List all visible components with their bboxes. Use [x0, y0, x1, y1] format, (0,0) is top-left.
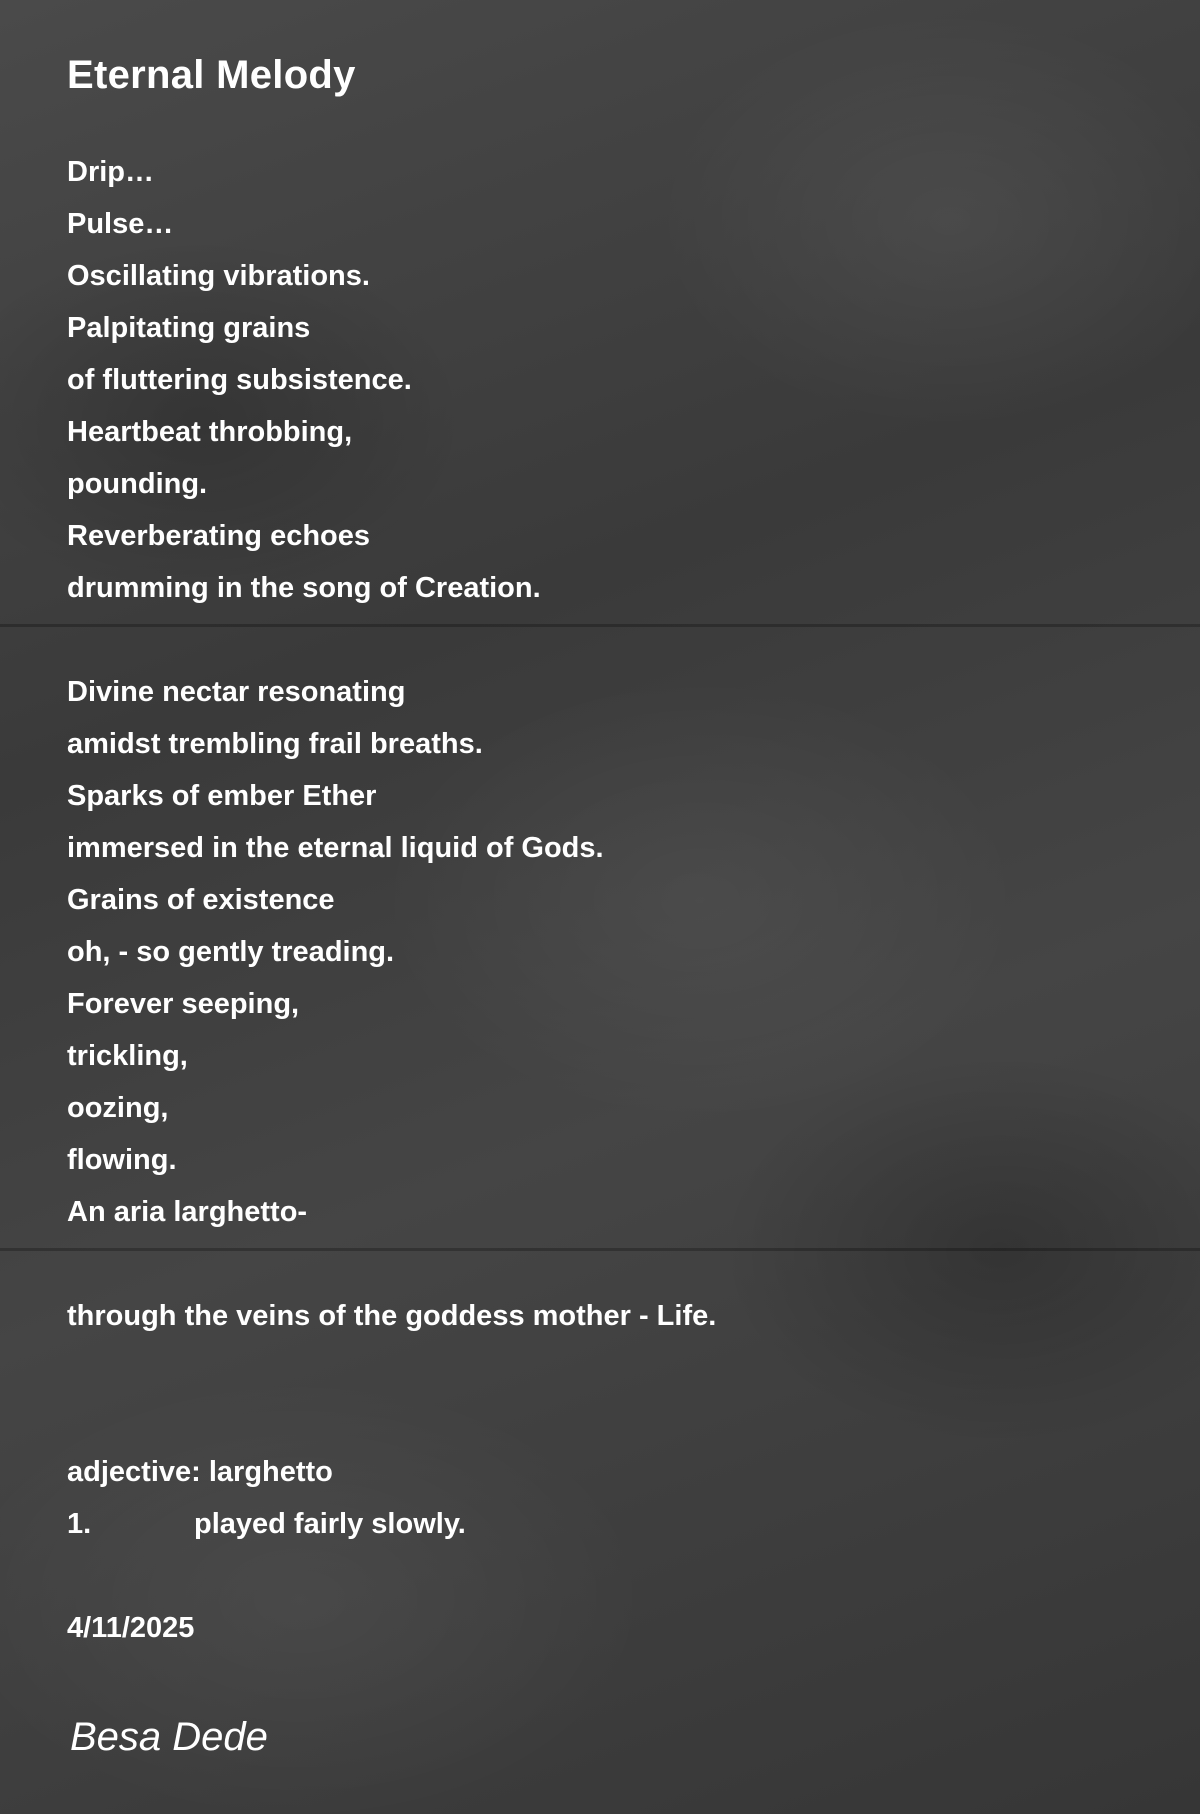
- definition-heading: adjective: larghetto: [67, 1456, 333, 1488]
- poem-content: [67, 50, 1147, 1654]
- poem-line: Reverberating echoes: [67, 520, 371, 552]
- poem-line: Forever seeping,: [67, 988, 300, 1020]
- poem-line: Divine nectar resonating: [67, 676, 406, 708]
- poem-line: pounding.: [67, 468, 208, 500]
- poem-line: Drip…: [67, 156, 154, 188]
- poem-line: drumming in the song of Creation.: [67, 572, 541, 604]
- poem-line: amidst trembling frail breaths.: [67, 728, 483, 760]
- poem-line: through the veins of the goddess mother - Life.: [67, 1300, 717, 1332]
- stanza-break: [67, 614, 1147, 666]
- poem-title: Eternal Melody: [67, 53, 356, 97]
- poem-line: flowing.: [67, 1144, 177, 1176]
- definition-number: 1.: [67, 1508, 92, 1540]
- poem-line: Palpitating grains: [67, 312, 311, 344]
- author-name: Besa Dede: [70, 1715, 268, 1759]
- poem-date: 4/11/2025: [67, 1612, 195, 1644]
- poem-line: immersed in the eternal liquid of Gods.: [67, 832, 604, 864]
- stanza-break: [67, 1550, 1147, 1602]
- poem-line: trickling,: [67, 1040, 188, 1072]
- stanza-break: [67, 1342, 1147, 1394]
- poem-line: oh, - so gently treading.: [67, 936, 395, 968]
- poem-line: of fluttering subsistence.: [67, 364, 412, 396]
- poem-line: oozing,: [67, 1092, 169, 1124]
- poem-line: Sparks of ember Ether: [67, 780, 377, 812]
- poem-line: Oscillating vibrations.: [67, 260, 370, 292]
- poem-line: Heartbeat throbbing,: [67, 416, 353, 448]
- poem-body: [67, 146, 1147, 1654]
- poem-line: Grains of existence: [67, 884, 335, 916]
- poem-line: Pulse…: [67, 208, 174, 240]
- poem-line: An aria larghetto-: [67, 1196, 308, 1228]
- stanza-break: [67, 1238, 1147, 1290]
- definition-entry: [67, 1498, 1147, 1550]
- definition-text: played fairly slowly.: [194, 1508, 466, 1540]
- stanza-break: [67, 1394, 1147, 1446]
